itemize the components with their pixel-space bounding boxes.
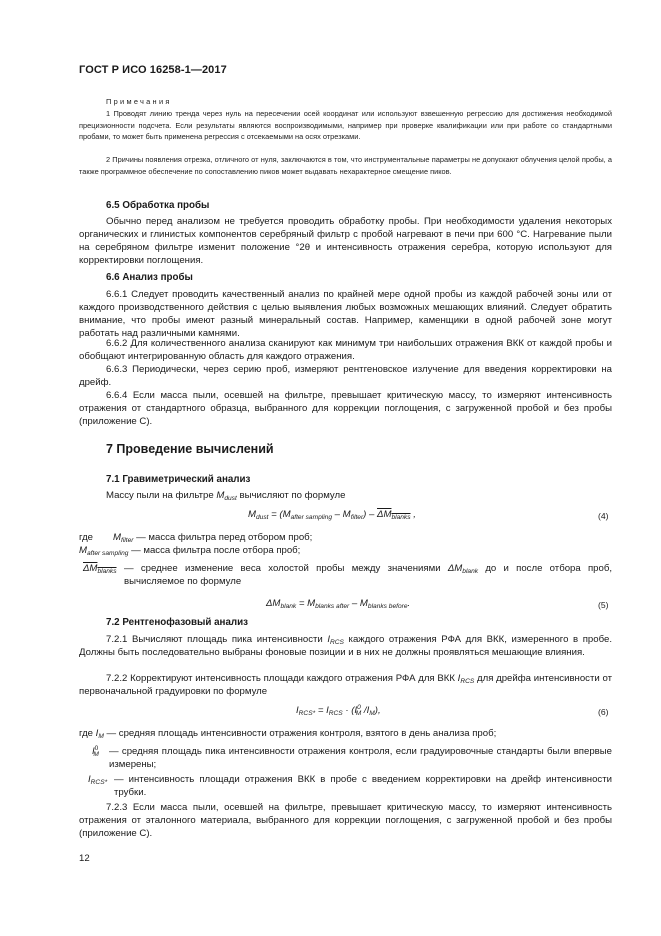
page-number: 12 (79, 853, 90, 864)
document-header: ГОСТ Р ИСО 16258-1—2017 (79, 64, 227, 76)
section-7-1-title: 7.1 Гравиметрический анализ (106, 474, 251, 485)
def-delta-m-blanks: — среднее изменение веса холостой пробы между значениями $\Delta M_{blank}$ до и после отбора проб, вычисляемое по формуле (124, 563, 612, 587)
formula-4: $M_{dust} = (M_{after sampling} - M_{filter}) - \Delta M_{blanks}$ , (248, 509, 416, 521)
formula-5-number: (5) (598, 600, 609, 610)
para-7-2-1: 7.2.1 Вычисляют площадь пика интенсивности $I_{RCS}$ каждого отражения РФА для ВКК, измеренного в пробе. Должны быть последовательно выбраны фоновые позиции и в них не должны проявляться мешающие влияния. (79, 634, 612, 658)
para-6-6-3: 6.6.3 Периодически, через серию проб, измеряют рентгеновское излучение для введения корректировки на дрейф. (79, 364, 612, 388)
notes-title: Примечания (106, 97, 172, 106)
formula-6-number: (6) (598, 707, 609, 717)
def-m-after-sampling: $M_{after sampling}$ — масса фильтра после отбора проб; (79, 545, 301, 557)
def-i-rcs: — интенсивность площади отражения ВКК в пробе с введением корректировки на дрейф интенсивности трубки. (114, 774, 612, 798)
gravimetric-intro: Массу пыли на фильтре $M_{dust}$ вычисляют по формуле (106, 490, 346, 502)
def-i0-m: — средняя площадь пика интенсивности отражения контроля, если градуировочные стандарты были впервые измерены; (109, 746, 612, 770)
note-1: 1 Проводят линию тренда через нуль на пересечении осей координат или используют взвешенную регрессию для достижения необходимой прецизионности подсчета. Если результаты являются воспроизводимыми, например при проверке квалификации или при работе со стандартными пробами, то может быть применена регрессия с отсекаемыми на осях отрезками. (79, 109, 612, 142)
section-7-title: 7 Проведение вычислений (106, 442, 274, 456)
section-7-2-title: 7.2 Рентгенофазовый анализ (106, 617, 249, 628)
formula-5: $\Delta M_{blank} = M_{blanks after} - M_{blanks before}$. (266, 598, 411, 610)
section-6-5-title: 6.5 Обработка пробы (106, 200, 210, 211)
formula-4-number: (4) (598, 511, 609, 521)
section-6-5-text: Обычно перед анализом не требуется проводить обработку пробы. При необходимости удаления некоторых органических и глинистых компонентов серебряный фильтр с пробой нагревают в печи при 600 °C. Нагревание пыли на серебряном фильтре изменит положение °2θ и интенсивность отражения серебра, которую используют для корректировки поглощения. (79, 216, 612, 266)
para-6-6-4: 6.6.4 Если масса пыли, осевшей на фильтре, превышает критическую массу, то измеряют интенсивность отражения от стандартного образца, выбранного для коррекции поглощения, с загруженной пробой и без пробы (приложение С). (79, 390, 612, 427)
para-7-2-3: 7.2.3 Если масса пыли, осевшей на фильтре, превышает критическую массу, то измеряют интенсивность отражения от эталонного материала, выбранного для коррекции поглощения, с загруженной пробой и без пробы (приложение С). (79, 802, 612, 839)
where-label: где (79, 532, 94, 543)
section-6-6-title: 6.6 Анализ пробы (106, 272, 193, 283)
def-i-m: где $I_M$ — средняя площадь интенсивности отражения контроля, взятого в день анализа проб; (79, 728, 497, 740)
def-i0-m-symbol: $I^0_M$ (92, 745, 99, 758)
def-m-filter: $M_{filter}$ — масса фильтра перед отбором проб; (113, 532, 313, 544)
note-2: 2 Причины появления отрезка, отличного от нуля, заключаются в том, что инструментальные параметры не допускают облучения целой пробы, а также программное обеспечение по сопоставлению пиков может выдавать нехарактерное смещение пиков. (79, 155, 612, 176)
para-7-2-2: 7.2.2 Корректируют интенсивность площади каждого отражения РФА для ВКК $I_{RCS}$ для дрейфа интенсивности от первоначальной градуировки по формуле (79, 673, 612, 697)
formula-6: $I_{RCS*} = I_{RCS} \cdot (I^0_M$ $/I_M$), (296, 704, 381, 717)
def-delta-m-blanks-symbol: $\Delta M_{blanks}$ (83, 563, 117, 575)
def-i-rcs-symbol: $I_{RCS*}$ (88, 774, 108, 786)
para-6-6-1: 6.6.1 Следует проводить качественный анализ по крайней мере одной пробы из каждой рабочей зоны или от каждого производственного действия с целью выявления любых возможных мешающих влияний. Следует обратить внимание, что пробы имеют разный минеральный состав. Например, каменщики в одной рабочей зоне могут работать над различными камнями. (79, 289, 612, 339)
para-6-6-2: 6.6.2 Для количественного анализа сканируют как минимум три наибольших отражения ВКК от каждой пробы и обобщают интегрированную область для каждого отражения. (79, 338, 612, 362)
